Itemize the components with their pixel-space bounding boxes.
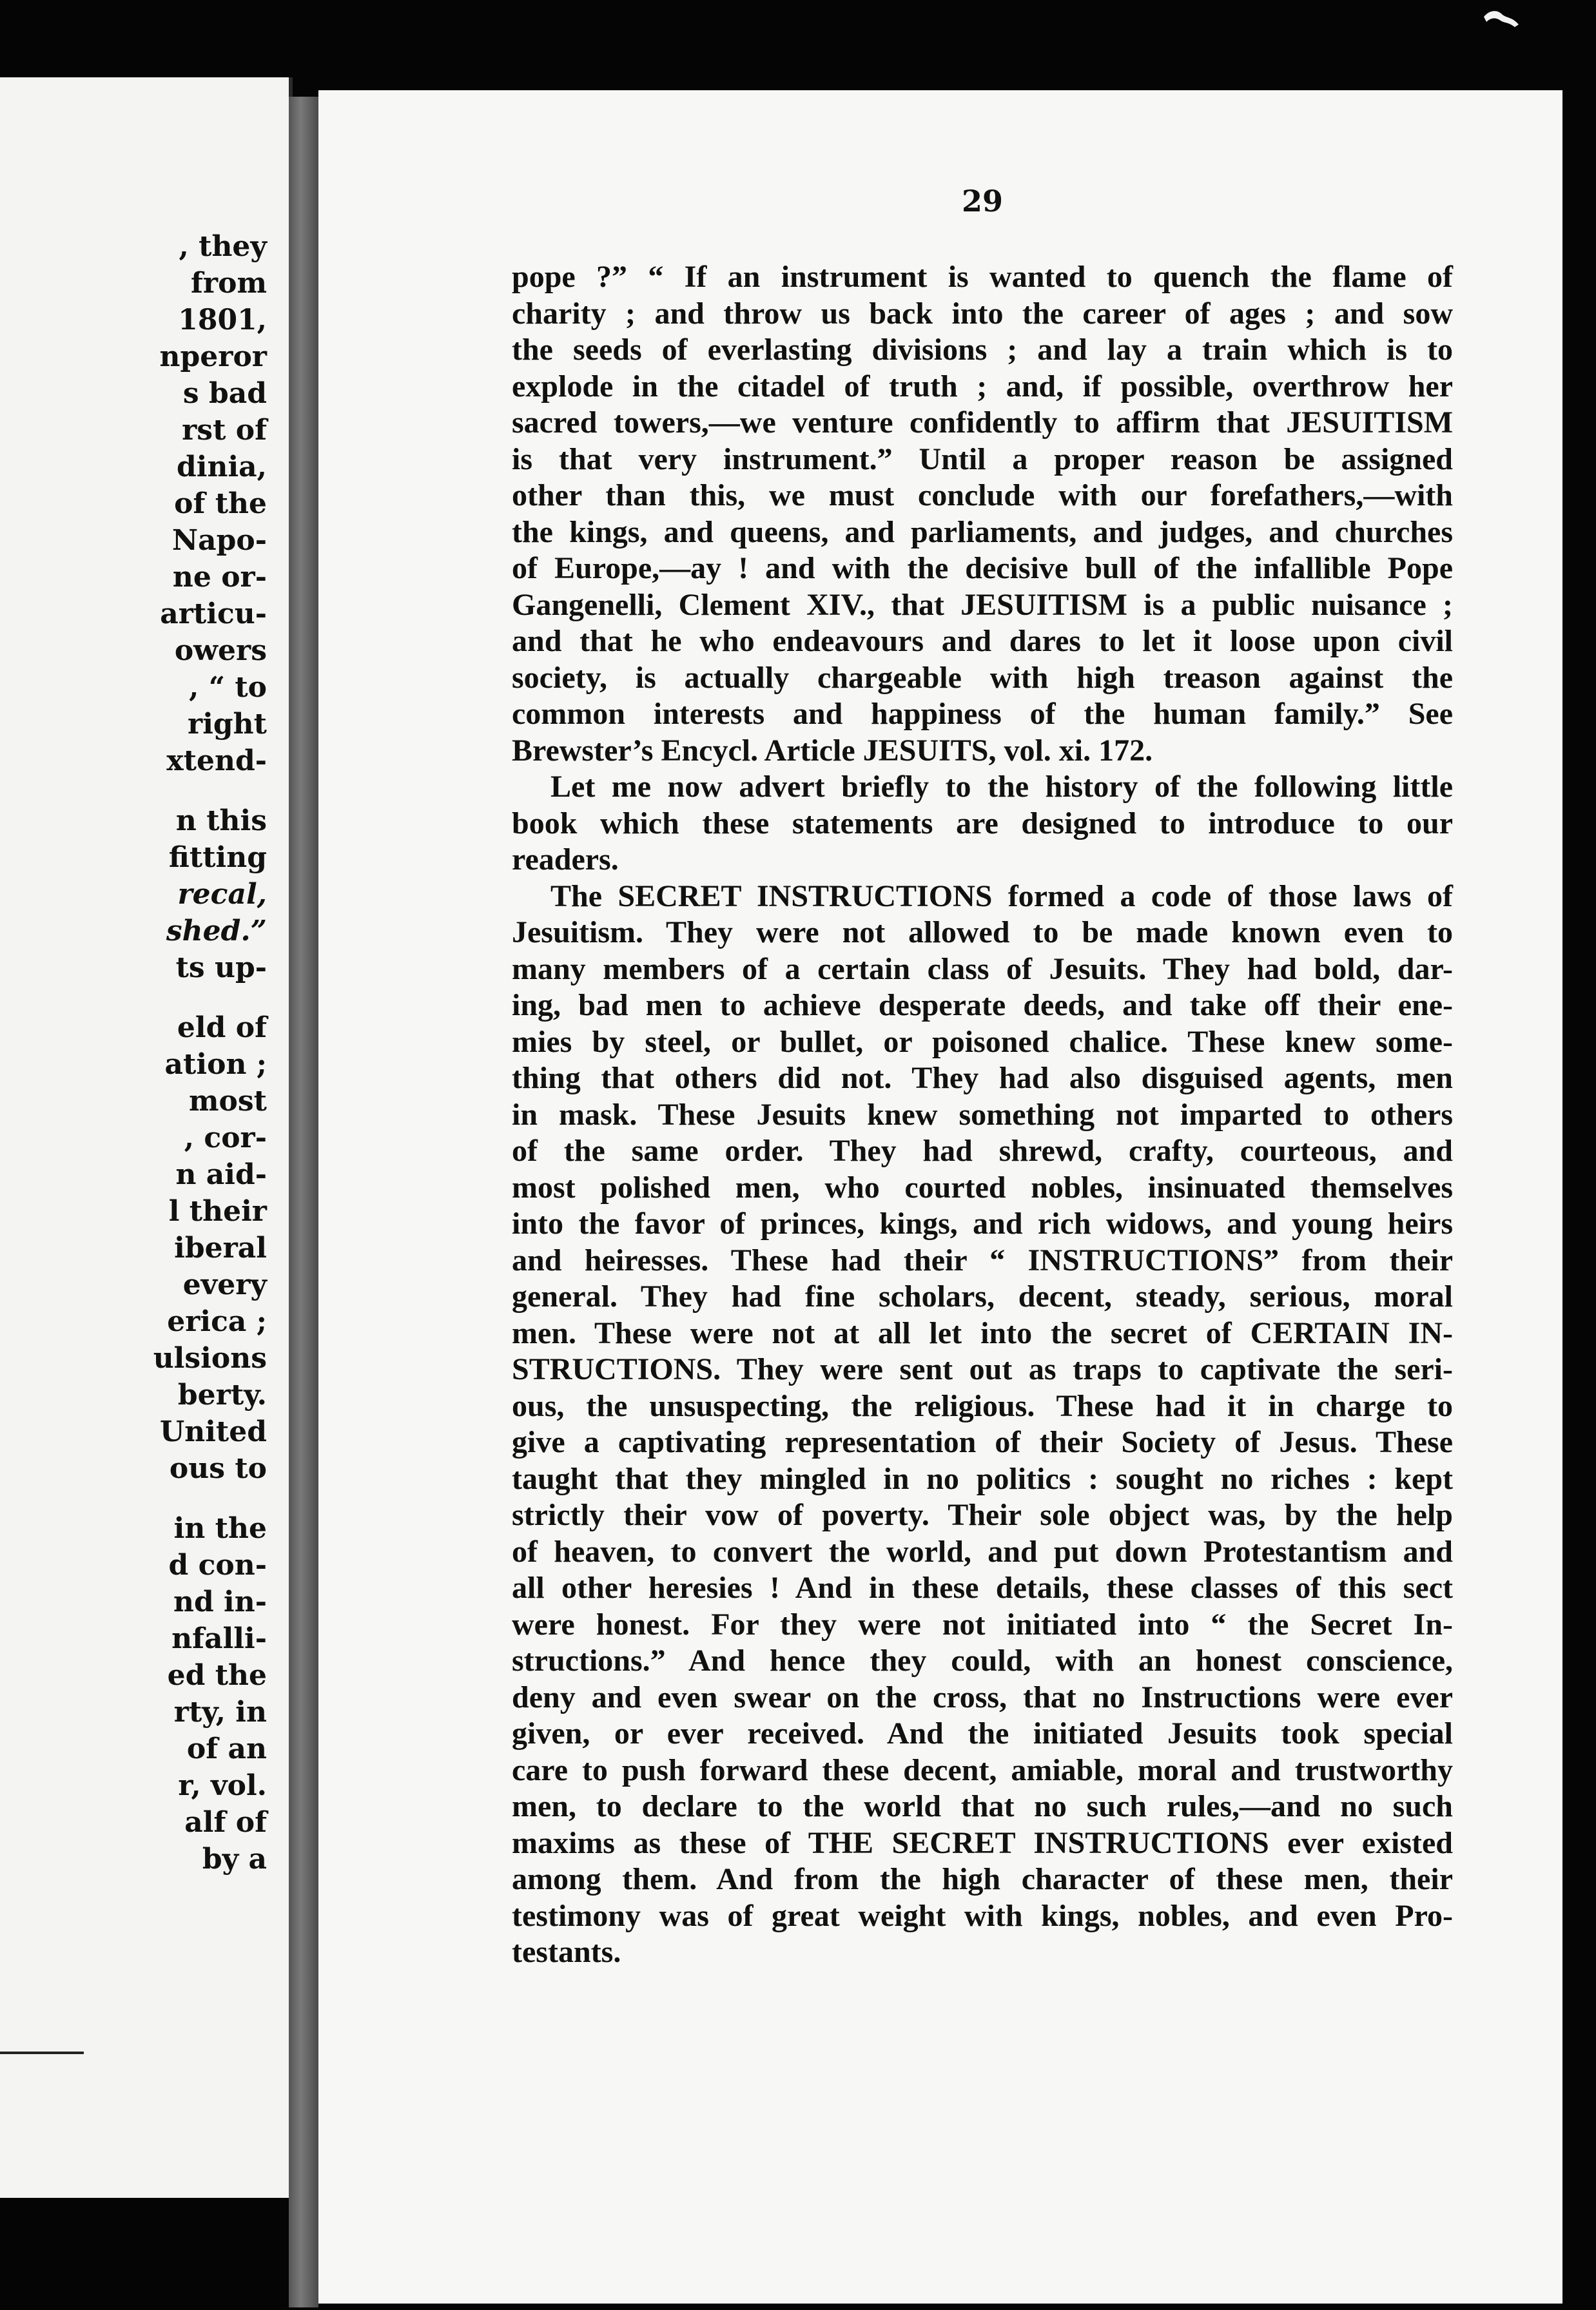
text-line: explode in the citadel of truth ; and, if possible, overthrow her: [512, 369, 1453, 403]
text-line: book which these statements are designed to introduce to our: [512, 806, 1453, 840]
text-line: Gangenelli, Clement XIV., that JESUITISM is a public nuisance ;: [512, 587, 1453, 622]
left-page-line: most: [189, 1085, 267, 1118]
text-line: all other heresies ! And in these details, these classes of this sect: [512, 1571, 1453, 1605]
left-page-line: right: [188, 708, 267, 741]
text-line: charity ; and throw us back into the career of ages ; and sow: [512, 296, 1453, 331]
left-page-line: nd in-: [173, 1586, 267, 1618]
text-line: other than this, we must conclude with our forefathers,—with: [512, 478, 1453, 512]
left-page-line: ulsions: [153, 1342, 267, 1375]
left-page-line: nfalli-: [171, 1622, 267, 1655]
book-gutter: [289, 97, 318, 2307]
left-page-line: l their: [168, 1195, 267, 1228]
left-page-line: n aid-: [175, 1158, 267, 1191]
text-line: strictly their vow of poverty. Their sole object was, by the help: [512, 1498, 1453, 1532]
text-line: testimony was of great weight with kings, nobles, and even Pro-: [512, 1898, 1453, 1933]
text-line: of heaven, to convert the world, and put down Protestantism and: [512, 1534, 1453, 1569]
text-line: The SECRET INSTRUCTIONS formed a code of those laws of: [550, 878, 1453, 913]
left-page-line: rst of: [182, 414, 267, 447]
left-page-line: berty.: [177, 1379, 267, 1412]
left-page-line: shed.”: [166, 915, 267, 947]
left-page-line: d con-: [168, 1549, 267, 1582]
left-page-line: of an: [186, 1732, 267, 1765]
text-line: readers.: [512, 842, 619, 877]
text-line: of the same order. They had shrewd, crafty, courteous, and: [512, 1134, 1453, 1168]
text-line: pope ?” “ If an instrument is wanted to quench the flame of: [512, 260, 1453, 294]
left-page-line: r, vol.: [178, 1769, 267, 1802]
text-line: in mask. These Jesuits knew something not imparted to others: [512, 1097, 1453, 1132]
text-line: and that he who endeavours and dares to let it loose upon civil: [512, 624, 1453, 658]
text-line: is that very instrument.” Until a proper reason be assigned: [512, 442, 1453, 476]
left-page-line: erica ;: [167, 1305, 267, 1338]
text-line: society, is actually chargeable with high treason against the: [512, 660, 1453, 695]
left-page-line: 1801,: [178, 304, 267, 336]
text-line: testants.: [512, 1935, 621, 1969]
text-line: most polished men, who courted nobles, insinuated themselves: [512, 1170, 1453, 1205]
left-page-line: , they: [179, 230, 267, 263]
text-line: the kings, and queens, and parliaments, and judges, and churches: [512, 514, 1453, 549]
left-page-line: iberal: [174, 1232, 267, 1265]
text-line: thing that others did not. They had also disguised agents, men: [512, 1061, 1453, 1095]
text-line: and heiresses. These had their “ INSTRUCTIONS” from their: [512, 1243, 1453, 1277]
left-page-line: ts up-: [175, 951, 267, 984]
left-page-line: , “ to: [189, 671, 267, 704]
page-number: 29: [961, 184, 1003, 218]
left-page-line: ous to: [169, 1452, 267, 1485]
left-page-line: by a: [202, 1843, 267, 1876]
left-page-line: dinia,: [176, 451, 267, 483]
text-line: into the favor of princes, kings, and rich widows, and young heirs: [512, 1207, 1453, 1241]
left-page-line: every: [182, 1268, 267, 1301]
text-line: give a captivating representation of their Society of Jesus. These: [512, 1425, 1453, 1459]
right-page: [318, 90, 1562, 2304]
text-line: among them. And from the high character of these men, their: [512, 1862, 1453, 1896]
text-line: men. These were not at all let into the secret of CERTAIN IN-: [512, 1315, 1453, 1350]
left-page-line: in the: [173, 1512, 267, 1545]
body-text: [512, 259, 1453, 1971]
text-line: sacred towers,—we venture confidently to affirm that JESUITISM: [512, 405, 1453, 440]
text-line: structions.” And hence they could, with an honest conscience,: [512, 1644, 1453, 1678]
text-line: ing, bad men to achieve desperate deeds, and take off their ene-: [512, 988, 1453, 1022]
text-line: mies by steel, or bullet, or poisoned chalice. These knew some-: [512, 1024, 1453, 1059]
text-line: taught that they mingled in no politics : sought no riches : kept: [512, 1461, 1453, 1496]
left-page-line: fitting: [168, 841, 267, 874]
text-line: of Europe,—ay ! and with the decisive bull of the infallible Pope: [512, 551, 1453, 585]
text-line: Jesuitism. They were not allowed to be made known even to: [512, 915, 1453, 949]
left-page-line: s bad: [182, 377, 267, 410]
text-line: care to push forward these decent, amiable, moral and trustworthy: [512, 1752, 1453, 1787]
left-page-line: n this: [175, 804, 267, 837]
text-line: Let me now advert briefly to the history of the following little: [550, 770, 1453, 804]
left-page-line: articu-: [160, 597, 267, 630]
left-page-line: , cor-: [184, 1121, 267, 1154]
text-line: men, to declare to the world that no such rules,—and no such: [512, 1789, 1453, 1823]
left-page-line: United: [159, 1415, 267, 1448]
left-page-line: nperor: [159, 340, 267, 373]
text-line: deny and even swear on the cross, that no Instructions were ever: [512, 1680, 1453, 1714]
scan-blemish: [1483, 8, 1521, 30]
left-page-line: from: [190, 267, 267, 300]
text-line: general. They had fine scholars, decent, steady, serious, moral: [512, 1279, 1453, 1314]
text-line: the seeds of everlasting divisions ; and lay a train which is to: [512, 333, 1453, 367]
left-page-fragment: [0, 77, 293, 2198]
text-line: Brewster’s Encycl. Article JESUITS, vol. xi. 172.: [512, 733, 1153, 768]
left-page-line: eld of: [177, 1011, 267, 1044]
text-line: ous, the unsuspecting, the religious. These had it in charge to: [512, 1388, 1453, 1423]
left-page-line: alf of: [184, 1806, 267, 1839]
text-line: many members of a certain class of Jesuits. They had bold, dar-: [512, 951, 1453, 986]
left-page-line: ation ;: [164, 1048, 267, 1081]
left-page-line: owers: [174, 634, 267, 667]
text-line: STRUCTIONS. They were sent out as traps to captivate the seri-: [512, 1352, 1453, 1386]
text-line: were honest. For they were not initiated into “ the Secret In-: [512, 1607, 1453, 1642]
left-page-line: recal,: [177, 878, 267, 911]
left-page-line: rty, in: [173, 1696, 267, 1729]
left-page-line: ne or-: [172, 561, 267, 594]
text-line: common interests and happiness of the human family.” See: [512, 697, 1453, 731]
text-line: maxims as these of THE SECRET INSTRUCTIONS ever existed: [512, 1825, 1453, 1860]
text-line: given, or ever received. And the initiated Jesuits took special: [512, 1716, 1453, 1751]
footnote-rule: [0, 2052, 84, 2054]
left-page-line: xtend-: [166, 744, 267, 777]
left-page-line: Napo-: [171, 524, 267, 557]
left-page-line: ed the: [167, 1659, 267, 1692]
left-page-line: of the: [174, 487, 267, 520]
